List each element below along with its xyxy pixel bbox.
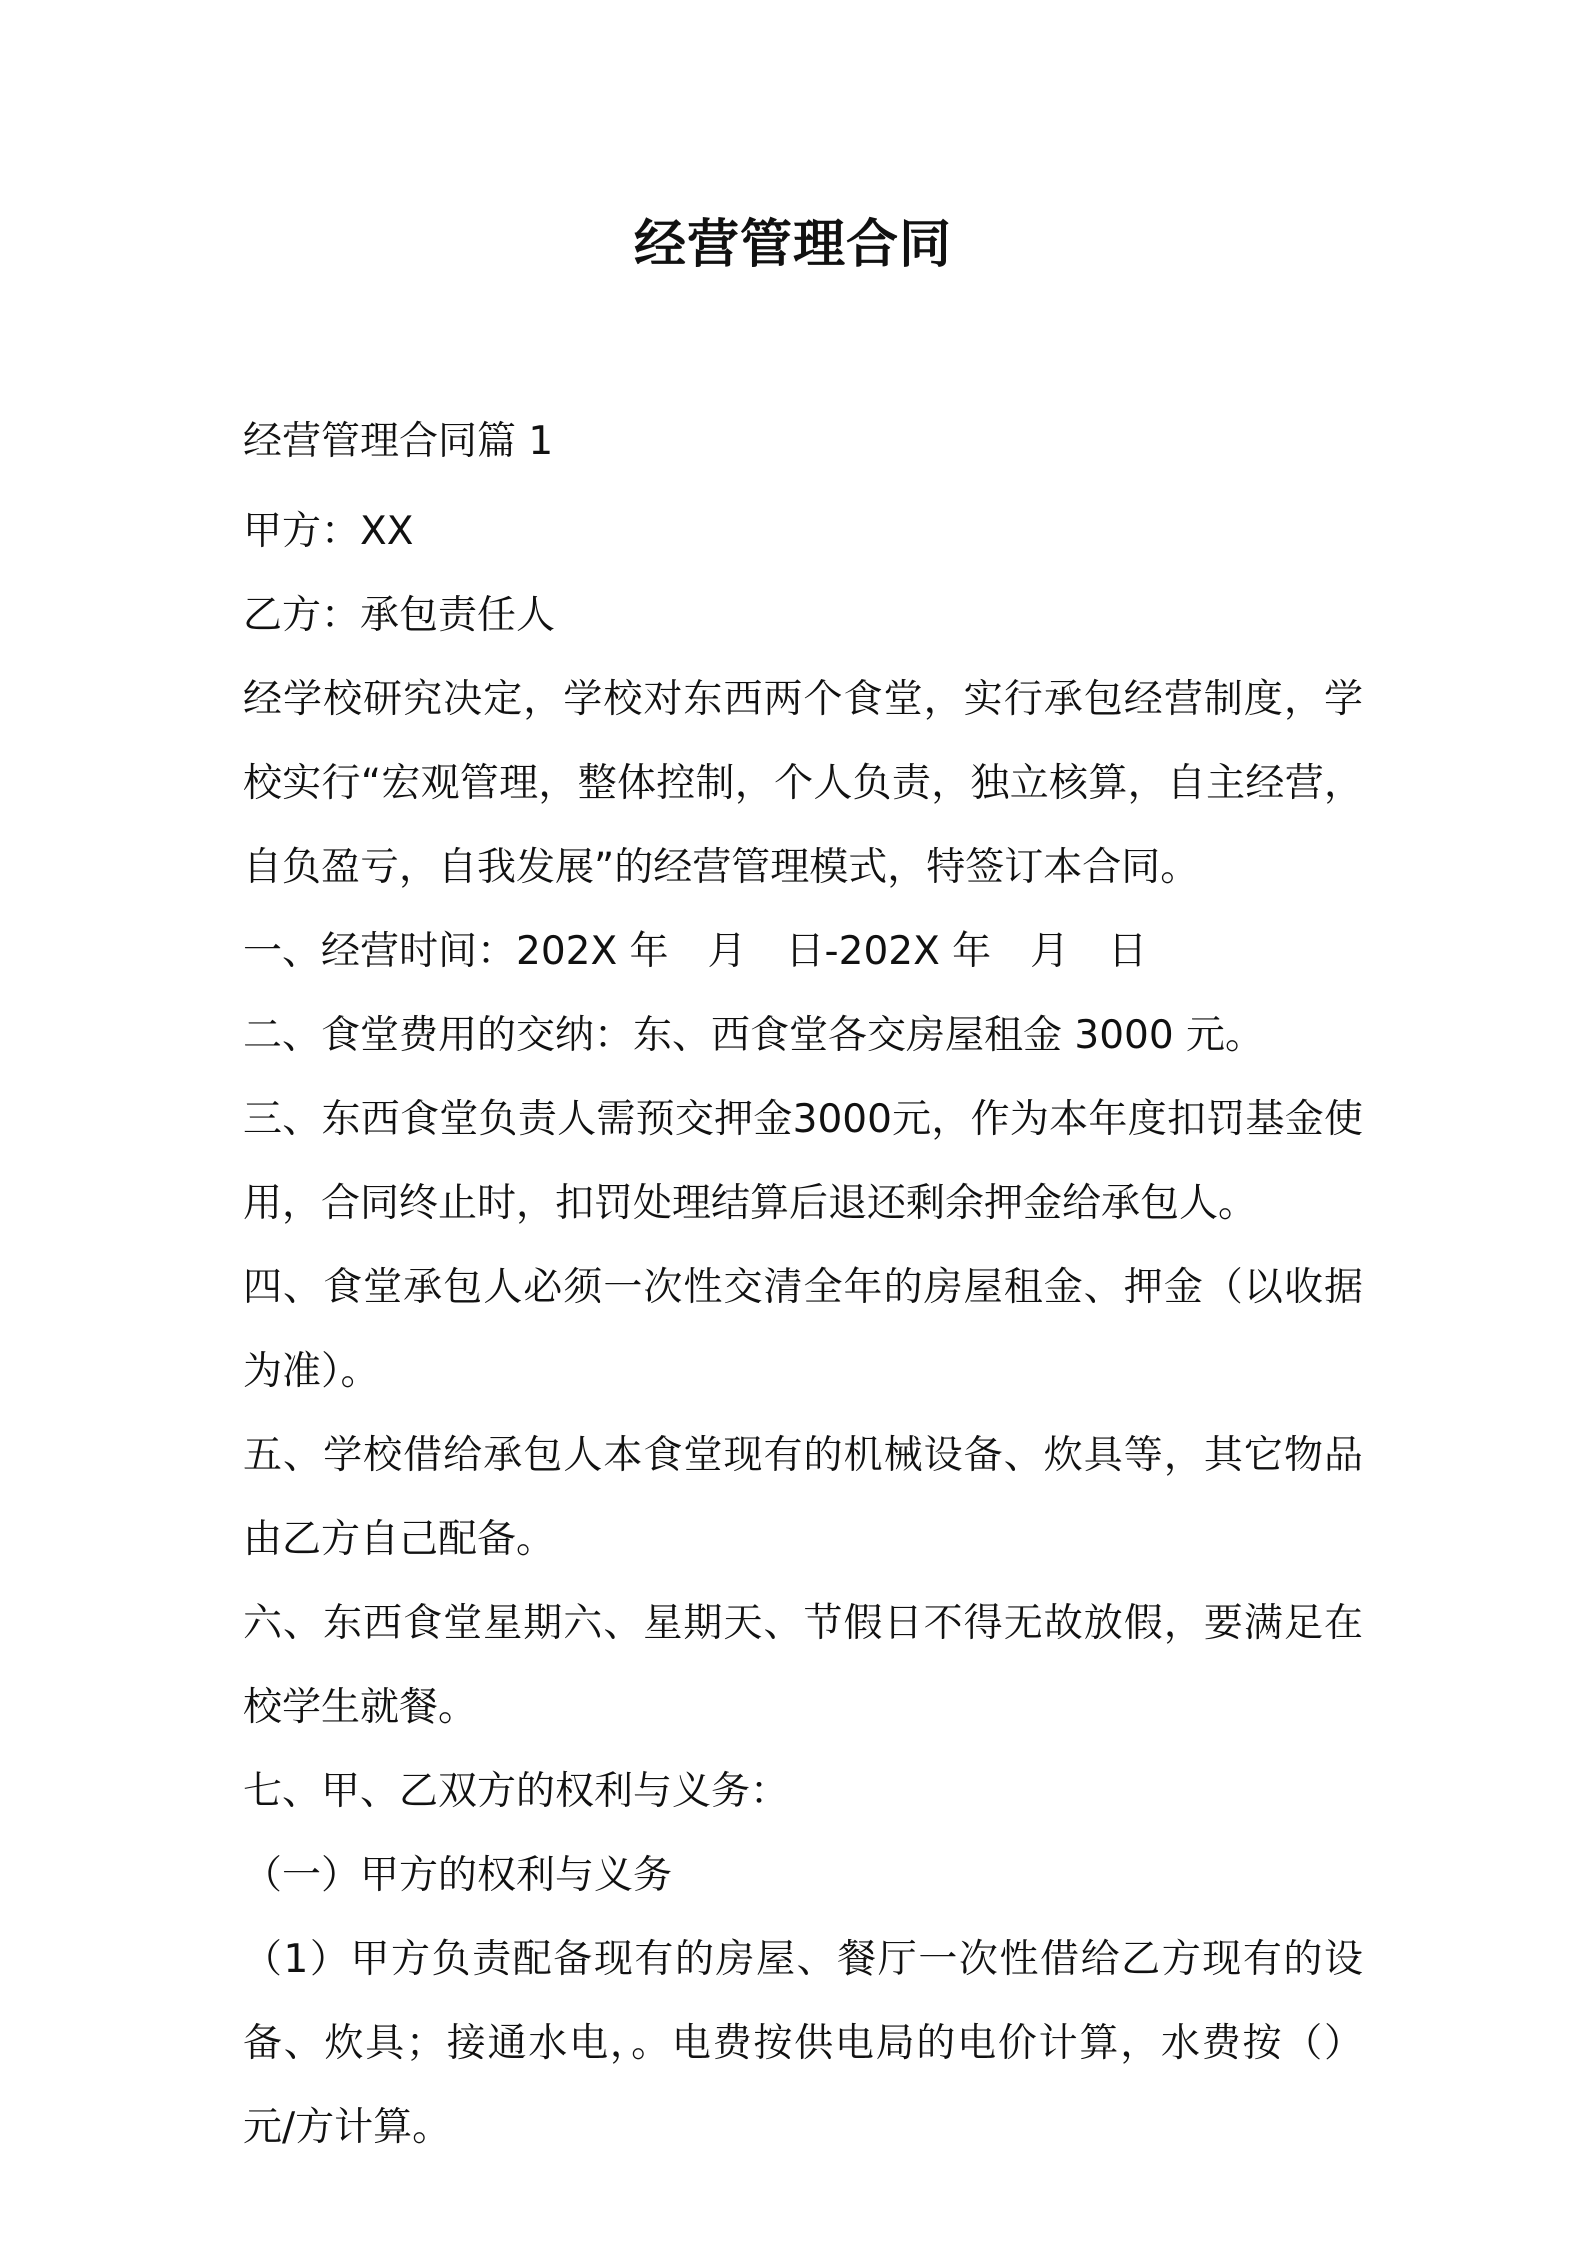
section-heading: 经营管理合同篇 1 (243, 419, 554, 464)
clause-2: 二、食堂费用的交纳：东、西食堂各交房屋租金 3000 元。 (243, 1013, 1265, 1058)
clause-1: 一、经营时间：202X 年 月 日-202X 年 月 日 (243, 929, 1148, 974)
party-a-line: 甲方：XX (243, 509, 414, 554)
clause-7: 七、甲、乙双方的权利与义务： (243, 1769, 790, 1814)
clause-6: 六、东西食堂星期六、星期天、节假日不得无故放假，要满足在校学生就餐。 (243, 1601, 1363, 1730)
intro-paragraph: 经学校研究决定，学校对东西两个食堂，实行承包经营制度，学校实行“宏观管理，整体控制，个人负责，独立核算，自主经营，自负盈亏，自我发展”的经营管理模式，特签订本合同。 (243, 677, 1363, 890)
subsection-party-a: （一）甲方的权利与义务 (243, 1853, 673, 1898)
document-body (243, 400, 1363, 2170)
clause-4: 四、食堂承包人必须一次性交清全年的房屋租金、押金（以收据为准）。 (243, 1265, 1363, 1394)
party-b-line: 乙方：承包责任人 (243, 593, 556, 638)
clause-5: 五、学校借给承包人本食堂现有的机械设备、炊具等，其它物品由乙方自己配备。 (243, 1433, 1363, 1562)
document-title: 经营管理合同 (633, 215, 952, 275)
clause-3: 三、东西食堂负责人需预交押金3000元，作为本年度扣罚基金使用，合同终止时，扣罚处理结算后退还剩余押金给承包人。 (243, 1097, 1363, 1226)
subclause-1: （1）甲方负责配备现有的房屋、餐厅一次性借给乙方现有的设备、炊具；接通水电，。电费按供电局的电价计算，水费按（）元/方计算。 (243, 1937, 1363, 2150)
